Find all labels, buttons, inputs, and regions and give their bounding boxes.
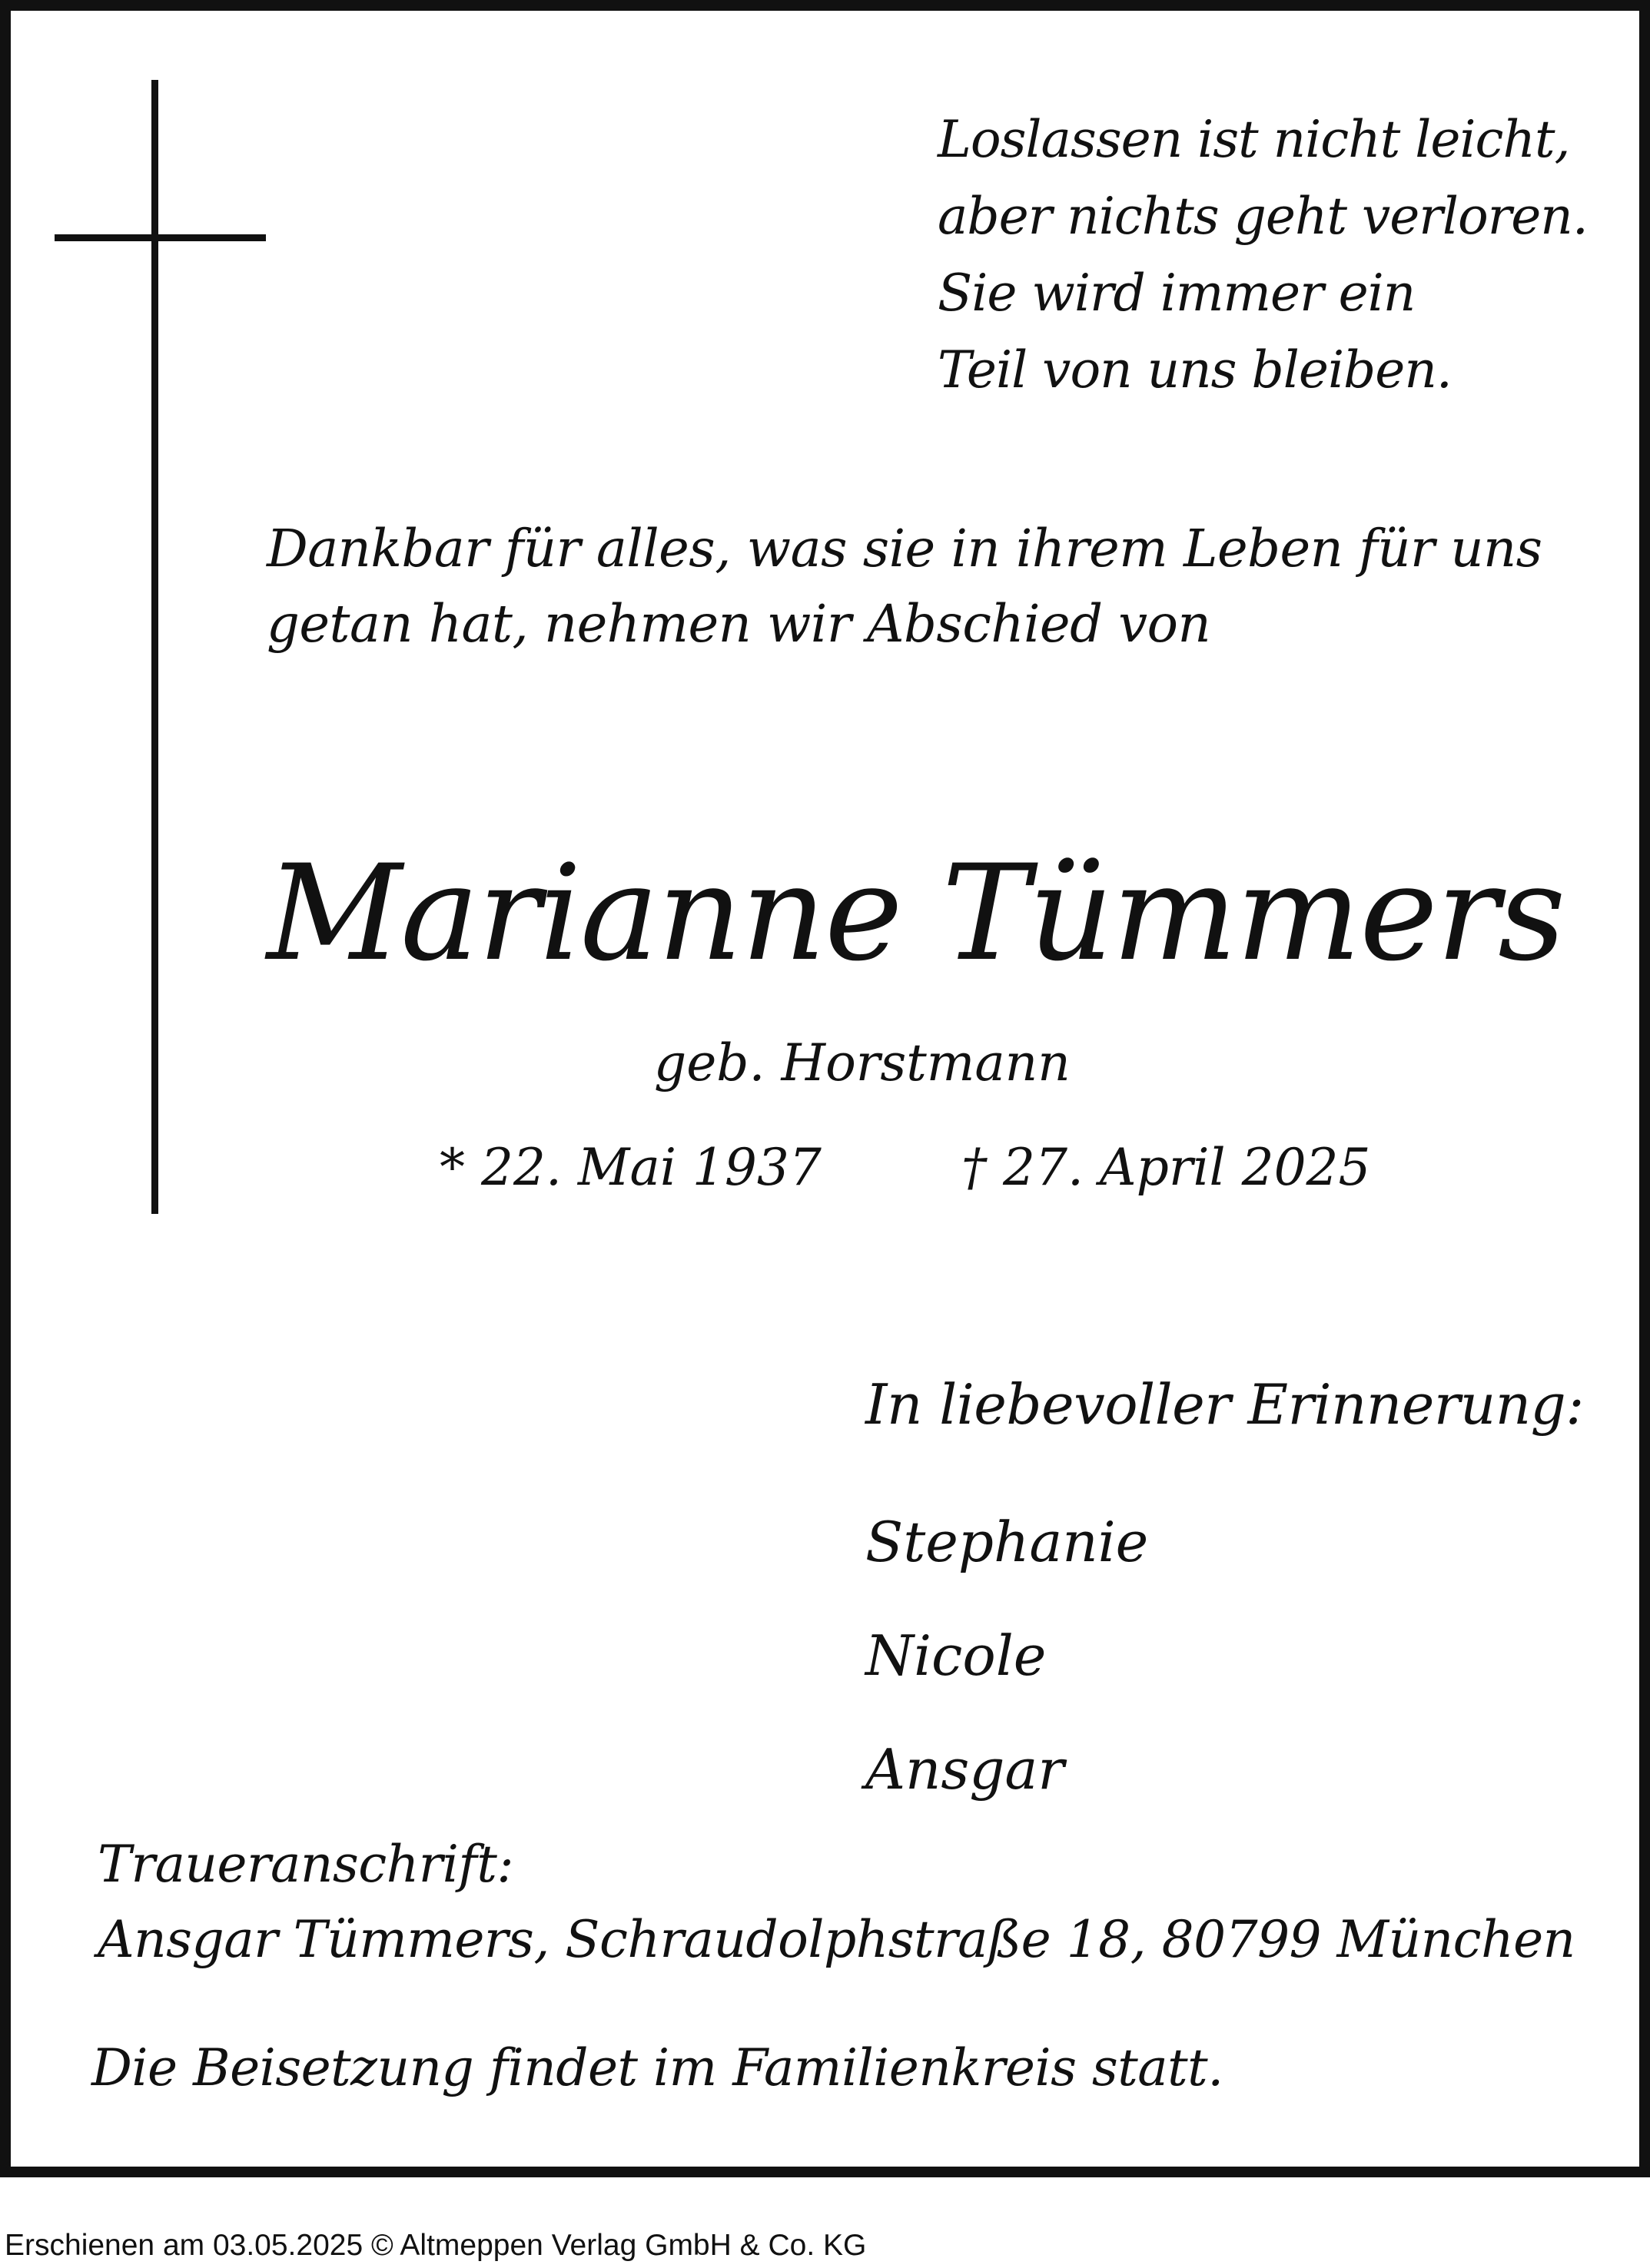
cross-icon-vertical-bar — [151, 80, 158, 1214]
birth-date: * 22. Mai 1937 — [440, 1138, 822, 1197]
burial-note: Die Beisetzung findet im Familienkreis statt. — [91, 2038, 1223, 2097]
cross-icon-horizontal-bar — [55, 234, 266, 241]
intro-line: Dankbar für alles, was sie in ihrem Leben für uns — [267, 519, 1542, 579]
mourning-address-text: Ansgar Tümmers, Schraudolphstraße 18, 80799 München — [98, 1910, 1575, 1969]
poem-line: Sie wird immer ein — [938, 264, 1416, 323]
poem-line: Loslassen ist nicht leicht, — [938, 110, 1570, 169]
mourner-name: Nicole — [865, 1623, 1047, 1688]
poem-line: Teil von uns bleiben. — [938, 340, 1452, 400]
memory-heading: In liebevoller Erinnerung: — [865, 1372, 1584, 1437]
poem — [938, 101, 1588, 409]
intro-text — [267, 511, 1542, 662]
publication-footer: Erschienen am 03.05.2025 © Altmeppen Verlag GmbH & Co. KG — [5, 2229, 867, 2262]
intro-line: getan hat, nehmen wir Abschied von — [267, 594, 1211, 654]
mourning-address-label: Traueranschrift: — [98, 1835, 514, 1894]
mourner-name: Stephanie — [865, 1510, 1149, 1574]
mourning-address — [98, 1827, 1575, 1978]
poem-line: aber nichts geht verloren. — [938, 187, 1588, 246]
mourner-list — [865, 1485, 1148, 1826]
mourner-name: Ansgar — [865, 1737, 1064, 1802]
maiden-name: geb. Horstmann — [654, 1033, 1071, 1093]
death-date: † 27. April 2025 — [961, 1138, 1371, 1197]
deceased-name: Marianne Tümmers — [267, 836, 1565, 990]
